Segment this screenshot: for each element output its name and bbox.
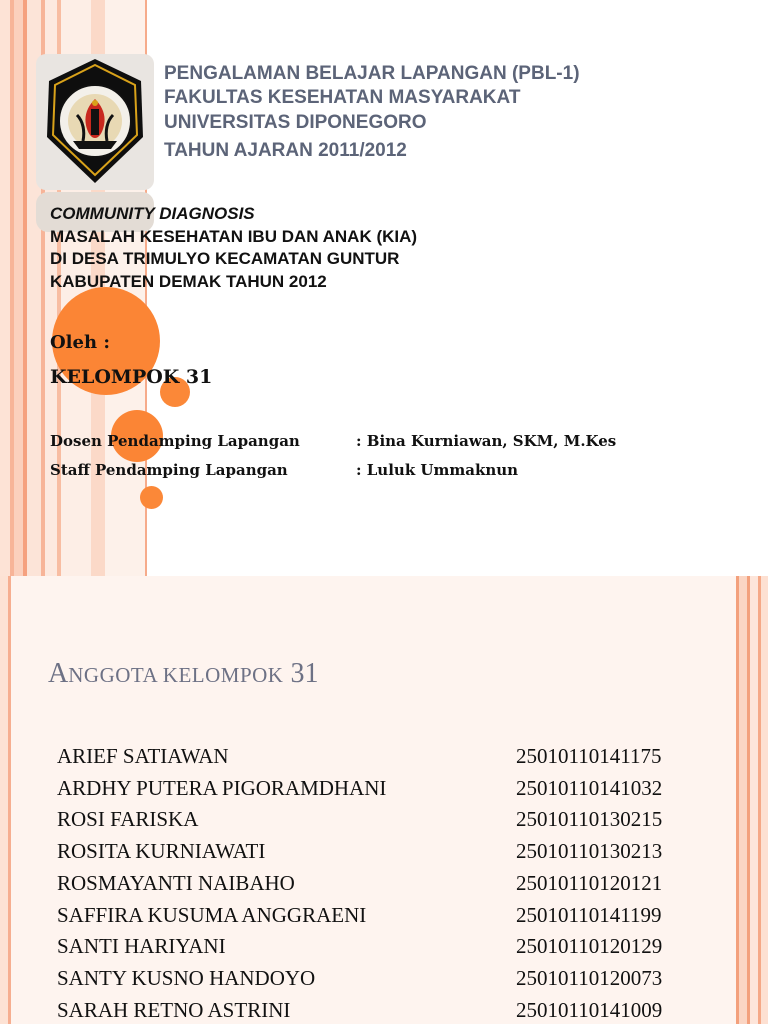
member-name: ROSITA KURNIAWATI (57, 839, 266, 863)
university-logo (37, 55, 153, 187)
member-nim: 25010110120073 (516, 966, 663, 990)
members-slide (0, 576, 768, 1024)
subtitle-line: DI DESA TRIMULYO KECAMATAN GUNTUR (50, 249, 400, 268)
title-rest: NGGOTA KELOMPOK (68, 663, 284, 687)
header-line: TAHUN AJARAN 2011/2012 (164, 140, 407, 161)
left-stripe (14, 0, 23, 576)
right-stripe (761, 576, 768, 1024)
member-nim: 25010110120129 (516, 934, 663, 958)
decor-circle (140, 486, 163, 509)
subtitle-line: KABUPATEN DEMAK TAHUN 2012 (50, 272, 327, 291)
member-nim: 25010110141199 (516, 903, 662, 927)
member-nim: 25010110120121 (516, 871, 663, 895)
supervisor-value: : Bina Kurniawan, SKM, M.Kes (356, 432, 617, 450)
member-name: SAFFIRA KUSUMA ANGGRAENI (57, 903, 367, 927)
supervisor-role: Staff Pendamping Lapangan (50, 461, 288, 479)
supervisor-role: Dosen Pendamping Lapangan (50, 432, 300, 450)
title-cap: A (48, 658, 69, 689)
subtitle-italic: COMMUNITY DIAGNOSIS (50, 204, 255, 223)
member-name: SANTY KUSNO HANDOYO (57, 966, 316, 990)
member-name: ARDHY PUTERA PIGORAMDHANI (57, 776, 387, 800)
member-nim: 25010110130215 (516, 807, 663, 831)
member-nim: 25010110141175 (516, 744, 662, 768)
header-line: FAKULTAS KESEHATAN MASYARAKAT (164, 87, 521, 108)
member-name: ROSI FARISKA (57, 807, 199, 831)
slide-title (48, 658, 318, 690)
left-stripe (0, 0, 10, 576)
member-name: SANTI HARIYANI (57, 934, 226, 958)
header-line: UNIVERSITAS DIPONEGORO (164, 112, 427, 133)
title-num: 31 (290, 658, 319, 689)
group-name: KELOMPOK 31 (50, 366, 213, 388)
member-nim: 25010110130213 (516, 839, 663, 863)
member-name: ARIEF SATIAWAN (57, 744, 229, 768)
supervisor-value: : Luluk Ummaknun (356, 461, 519, 479)
header-line: PENGALAMAN BELAJAR LAPANGAN (PBL-1) (164, 63, 580, 84)
right-stripe (739, 576, 747, 1024)
subtitle-line: MASALAH KESEHATAN IBU DAN ANAK (KIA) (50, 227, 418, 246)
member-nim: 25010110141032 (516, 776, 663, 800)
right-stripe (750, 576, 758, 1024)
member-name: SARAH RETNO ASTRINI (57, 998, 291, 1022)
member-name: ROSMAYANTI NAIBAHO (57, 871, 295, 895)
oleh-label: Oleh : (50, 332, 110, 353)
left-stripe (0, 576, 8, 1024)
member-nim: 25010110141009 (516, 998, 663, 1022)
